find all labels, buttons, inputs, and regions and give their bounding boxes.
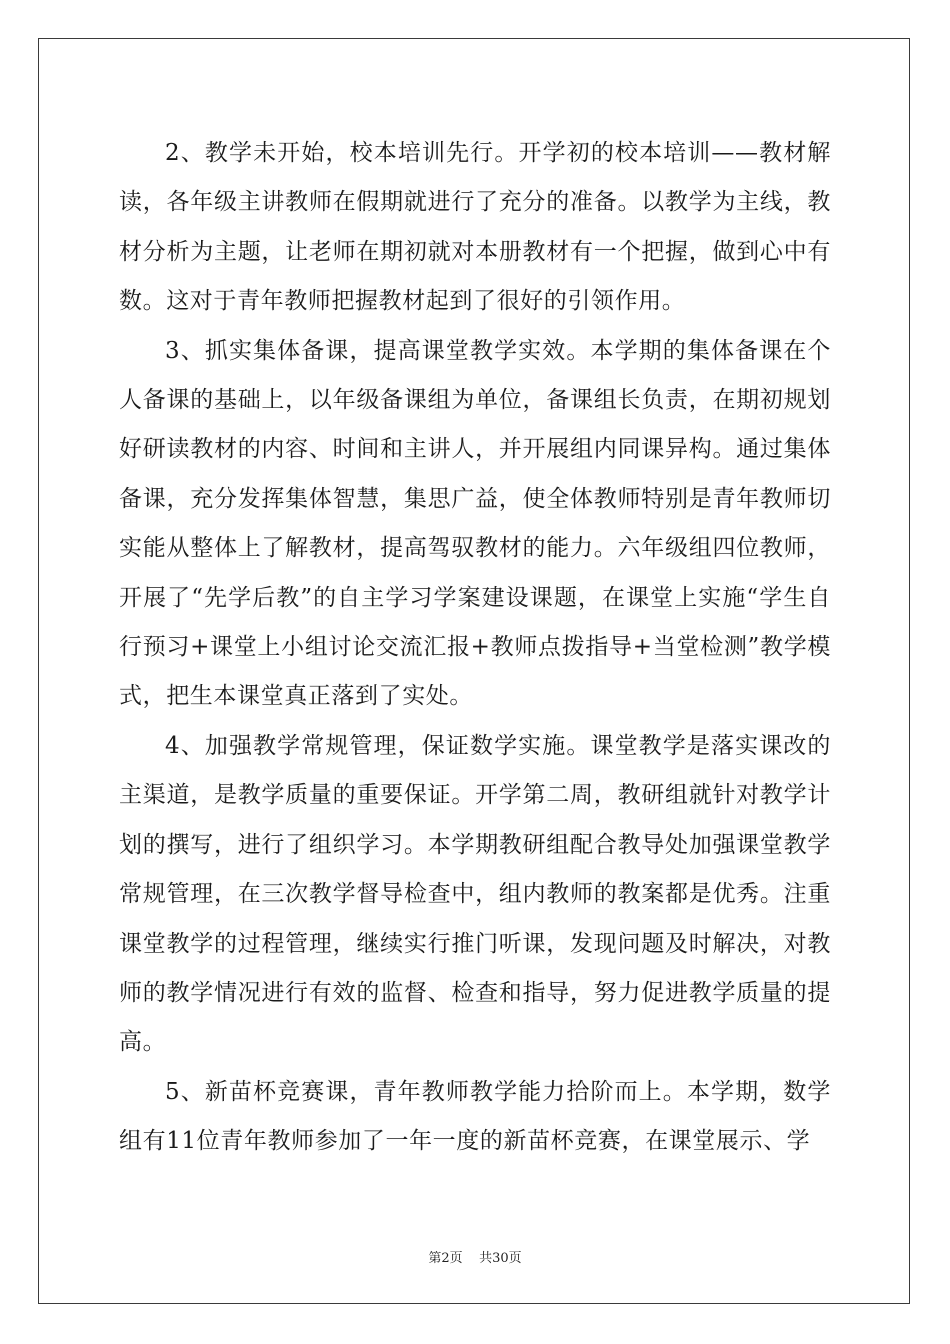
document-body	[119, 129, 831, 1167]
paragraph-4: 4、加强教学常规管理，保证数学实施。课堂教学是落实课改的主渠道，是教学质量的重要保证。开学第二周，教研组就针对教学计划的撰写，进行了组织学习。本学期教研组配合教导处加强课堂教学常规管理，在三次教学督导检查中，组内教师的教案都是优秀。注重课堂教学的过程管理，继续实行推门听课，发现问题及时解决，对教师的教学情况进行有效的监督、检查和指导，努力促进教学质量的提高。	[119, 732, 831, 1056]
page-number-footer: 第2页 共30页	[428, 1251, 522, 1266]
paragraph-5: 5、新苗杯竞赛课，青年教师教学能力拾阶而上。本学期，数学组有11位青年教师参加了一年一度的新苗杯竞赛，在课堂展示、学	[119, 1078, 831, 1155]
paragraph-3: 3、抓实集体备课，提高课堂教学实效。本学期的集体备课在个人备课的基础上，以年级备课组为单位，备课组长负责，在期初规划好研读教材的内容、时间和主讲人，并开展组内同课异构。通过集体备课，充分发挥集体智慧，集思广益，使全体教师特别是青年教师切实能从整体上了解教材，提高驾驭教材的能力。六年级组四位教师，开展了“先学后教”的自主学习学案建设课题，在课堂上实施“学生自行预习+课堂上小组讨论交流汇报+教师点拨指导+当堂检测”教学模式，把生本课堂真正落到了实处。	[119, 337, 831, 710]
paragraph-2: 2、教学未开始，校本培训先行。开学初的校本培训——教材解读，各年级主讲教师在假期就进行了充分的准备。以教学为主线，教材分析为主题，让老师在期初就对本册教材有一个把握，做到心中有数。这对于青年教师把握教材起到了很好的引领作用。	[119, 140, 831, 315]
